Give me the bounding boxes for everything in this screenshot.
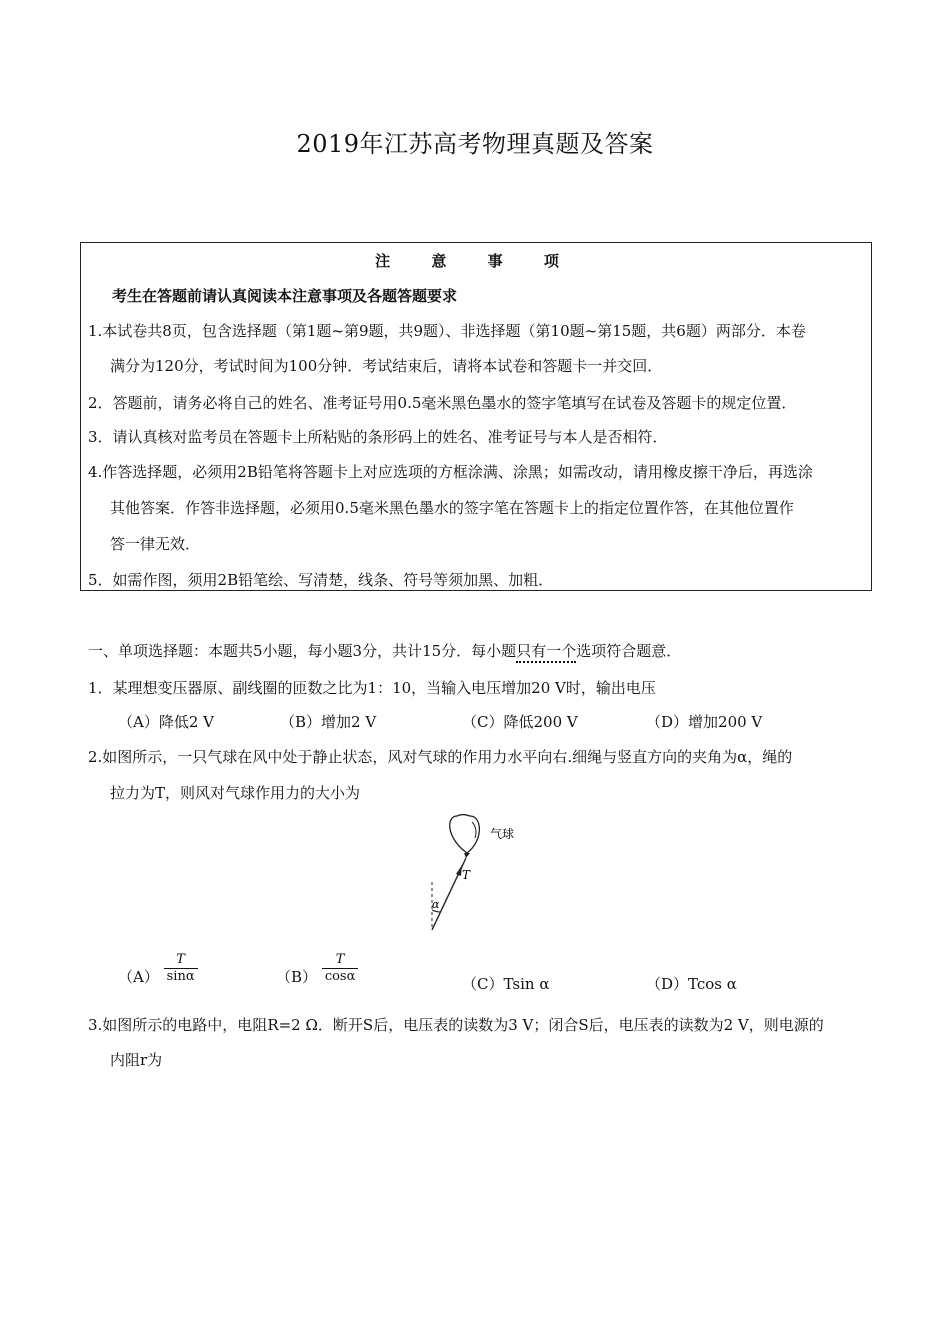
question-2-option-d: （D）Tcos α (646, 975, 737, 993)
notice-item-2: 2．答题前，请务必将自己的姓名、准考证号用0.5毫米黑色墨水的签字笔填写在试卷及答题卡的规定位置． (88, 394, 797, 412)
balloon-diagram (410, 808, 540, 938)
section-1-emphasis: 只有一个 (516, 642, 576, 663)
section-1-intro (88, 640, 681, 661)
question-2-option-c: （C）Tsin α (462, 975, 550, 993)
question-3-stem-line-1: 3.如图所示的电路中，电阻R=2 Ω．断开S后，电压表的读数为3 V；闭合S后，电压表的读数为2 V，则电源的 (88, 1016, 824, 1034)
notice-subheading: 考生在答题前请认真阅读本注意事项及各题答题要求 (112, 287, 458, 305)
question-1-option-d: （D）增加200 V (646, 713, 763, 731)
question-1-option-b: （B）增加2 V (280, 713, 377, 731)
notice-item-1-line-2: 满分为120分，考试时间为100分钟．考试结束后，请将本试卷和答题卡一并交回． (110, 357, 663, 375)
notice-item-1-line-1: 1.本试卷共8页，包含选择题（第1题~第9题，共9题）、非选择题（第10题~第15题，共6题）两部分．本卷 (88, 322, 806, 340)
notice-item-4-line-2: 其他答案．作答非选择题，必须用0.5毫米黑色墨水的签字笔在答题卡上的指定位置作答，在其他位置作 (110, 499, 794, 517)
question-2-option-a (118, 952, 198, 985)
tension-label: T (462, 868, 471, 882)
notice-item-4-line-3: 答一律无效． (110, 535, 201, 553)
question-1-option-c: （C）降低200 V (462, 713, 578, 731)
option-a-prefix: （A） (118, 968, 159, 986)
balloon-highlight (472, 822, 476, 838)
notice-item-5: 5．如需作图，须用2B铅笔绘、写清楚，线条、符号等须加黑、加粗． (88, 571, 554, 589)
question-1-option-a: （A）降低2 V (118, 713, 214, 731)
option-b-denominator: cosα (324, 969, 356, 984)
question-2-option-b (276, 952, 358, 985)
option-a-numerator: T (164, 952, 198, 969)
balloon-knot (464, 853, 470, 858)
question-2-stem-line-2: 拉力为T，则风对气球作用力的大小为 (110, 784, 361, 802)
section-1-intro-text: 一、单项选择题：本题共5小题，每小题3分，共计15分．每小题 (88, 642, 517, 660)
notice-item-3: 3．请认真核对监考员在答题卡上所粘贴的条形码上的姓名、准考证号与本人是否相符． (88, 428, 668, 446)
question-2-stem-line-1: 2.如图所示，一只气球在风中处于静止状态，风对气球的作用力水平向右.细绳与竖直方向的夹角为α，绳的 (88, 748, 793, 766)
page-title: 2019年江苏高考物理真题及答案 (296, 130, 654, 158)
option-b-fraction (322, 952, 359, 985)
question-3-stem-line-2: 内阻r为 (110, 1051, 163, 1069)
option-a-denominator: sinα (166, 969, 195, 984)
angle-label: α (432, 898, 440, 911)
notice-heading: 注 意 事 项 (375, 252, 577, 270)
option-a-fraction (164, 952, 198, 985)
option-b-numerator: T (322, 952, 359, 969)
balloon-shape (450, 815, 480, 854)
balloon-label: 气球 (490, 827, 515, 841)
section-1-intro-end: 选项符合题意． (576, 642, 682, 660)
question-1-stem: 1．某理想变压器原、副线圈的匝数之比为1：10，当输入电压增加20 V时，输出电压 (88, 679, 656, 697)
option-b-prefix: （B） (276, 968, 318, 986)
notice-item-4-line-1: 4.作答选择题，必须用2B铅笔将答题卡上对应选项的方框涂满、涂黑；如需改动，请用橡皮擦干净后，再选涂 (88, 463, 813, 481)
